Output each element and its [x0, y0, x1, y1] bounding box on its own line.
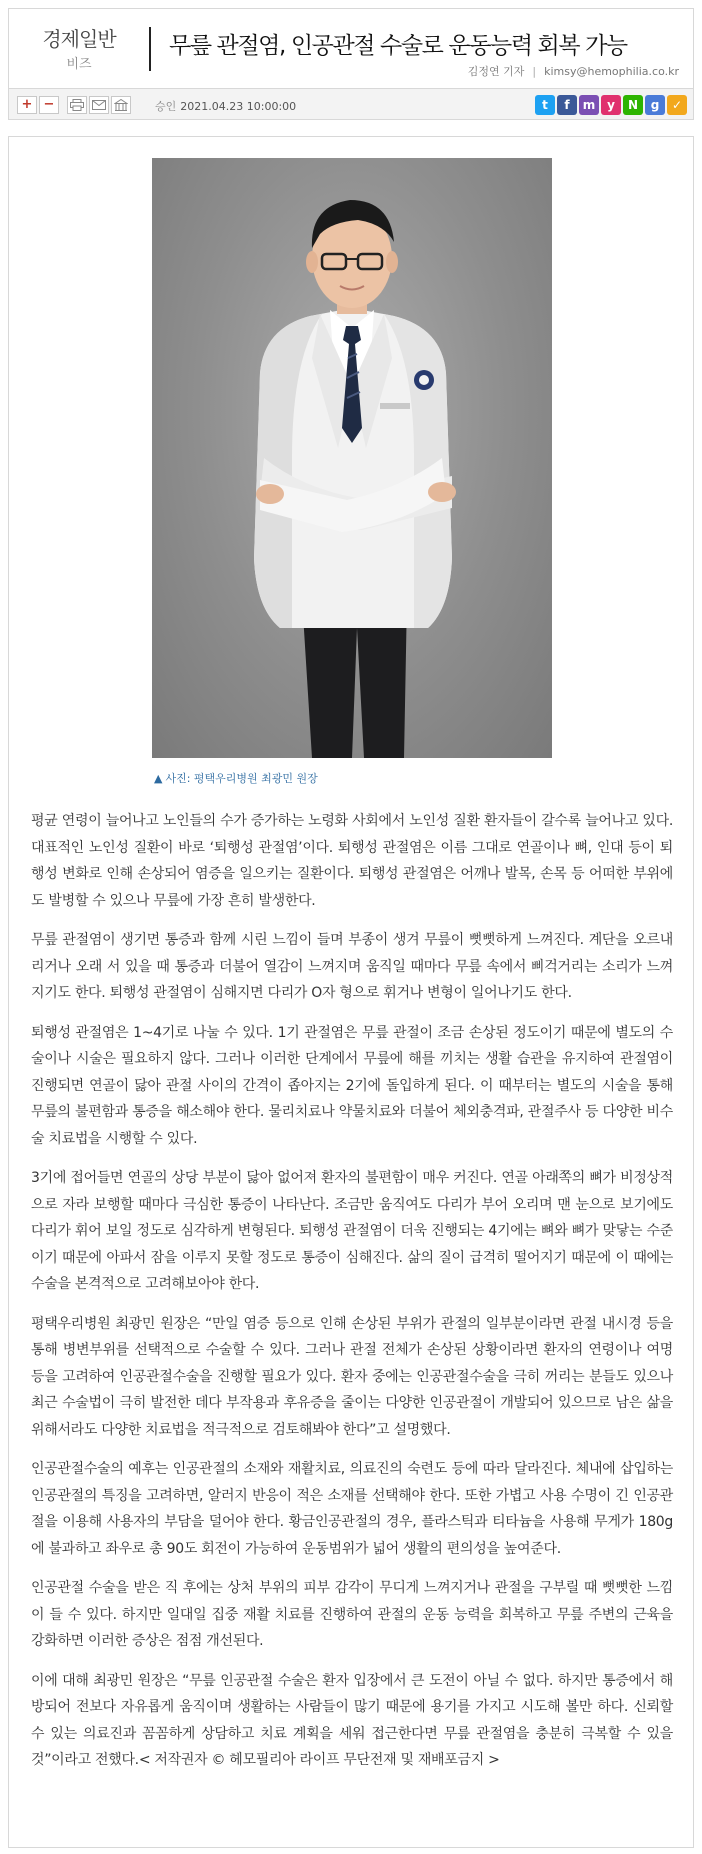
article-photo[interactable]	[152, 158, 552, 758]
email-icon[interactable]	[89, 96, 109, 114]
section-label[interactable]	[9, 23, 149, 72]
header-divider	[149, 27, 151, 71]
article-paragraph-last	[31, 1668, 673, 1774]
me2day-share-icon[interactable]: m	[579, 95, 599, 115]
photo-caption	[154, 770, 318, 786]
reporter-email[interactable]: kimsy@hemophilia.co.kr	[544, 65, 679, 78]
scrap-icon[interactable]	[111, 96, 131, 114]
caption-text: 사진: 평택우리병원 최광민 원장	[165, 772, 318, 785]
article-paragraph-text: 이에 대해 최광민 원장은 “무릎 인공관절 수술은 환자 입장에서 큰 도전이 아닐 수 없다. 하지만 통증에서 해방되어 전보다 자유롭게 움직이며 생활하는 사람들이 많기 때문에 용기를 가지고 시도해 볼만 하다. 신뢰할 수 있는 의료진과 꼼꼼하게 상담하고 치료 계획을 세워 접근한다면 무릎 관절염을 충분히 극복할 수 있을 것”이라고 전했다.	[31, 1672, 673, 1768]
article-paragraph: 인공관절 수술을 받은 직 후에는 상처 부위의 피부 감각이 무디게 느껴지거나 관절을 구부릴 때 뻣뻣한 느낌이 들 수 있다. 하지만 일대일 집중 재활 치료를 진행하여 관절의 운동 능력을 회복하고 무릎 주변의 근육을 강화하면 이러한 증상은 점점 개선된다.	[31, 1580, 673, 1649]
published-date	[155, 98, 296, 114]
byline-separator: |	[532, 65, 537, 78]
article-paragraph: 평택우리병원 최광민 원장은 “만일 염증 등으로 인해 손상된 부위가 관절의 일부분이라면 관절 내시경 등을 통해 병변부위를 선택적으로 수술할 수 있다. 그러나 관절 전체가 손상된 상황이라면 환자의 연령이나 여명 등을 고려하여 인공관절수술을 진행할 필요가 있다. 환자 중에는 인공관절수술을 극히 꺼리는 분들도 있으나 최근 수술법이 극히 발전한 데다 부작용과 후유증을 줄이는 다양한 인공관절이 개발되어 있으므로 남은 삶을 위해서라도 다양한 치료법을 적극적으로 검토해봐야 한다”고 설명했다.	[31, 1315, 673, 1438]
font-increase-button[interactable]: +	[17, 96, 37, 114]
twitter-share-icon[interactable]: t	[535, 95, 555, 115]
print-icon[interactable]	[67, 96, 87, 114]
published-datetime: 2021.04.23 10:00:00	[180, 100, 297, 113]
byline	[468, 63, 679, 79]
caption-triangle-icon: ▲	[154, 772, 163, 785]
article-paragraph: 평균 연령이 늘어나고 노인들의 수가 증가하는 노령화 사회에서 노인성 질환 환자들이 갈수록 늘어나고 있다. 대표적인 노인성 질환이 바로 ‘퇴행성 관절염’이다. 퇴행성 관절염은 이름 그대로 연골이나 뼈, 인대 등이 퇴행성 변화로 인해 손상되어 염증을 일으키는 질환이다. 퇴행성 관절염은 어깨나 발목, 손목 등 어떠한 부위에도 발병할 수 있으나 무릎에 가장 흔히 발생한다.	[31, 813, 673, 909]
font-decrease-button[interactable]: −	[39, 96, 59, 114]
facebook-share-icon[interactable]: f	[557, 95, 577, 115]
article-header	[8, 8, 694, 88]
doctor-portrait-image	[152, 158, 552, 758]
article-paragraph: 퇴행성 관절염은 1~4기로 나눌 수 있다. 1기 관절염은 무릎 관절이 조금 손상된 정도이기 때문에 별도의 수술이나 시술은 필요하지 않다. 그러나 이러한 단계에서 무릎에 해를 끼치는 생활 습관을 유지하여 관절염이 진행되면 연골이 닳아 관절 사이의 간격이 좁아지는 2기에 돌입하게 된다. 이 때부터는 별도의 시술을 통해 무릎의 불편함과 통증을 해소해야 한다. 물리치료나 약물치료와 더불어 체외충격파, 관절주사 등 다양한 비수술 치료법을 시행할 수 있다.	[31, 1024, 673, 1147]
section-secondary[interactable]: 비즈	[66, 57, 92, 72]
reporter-name: 김정연 기자	[467, 65, 525, 78]
article-paragraph: 무릎 관절염이 생기면 통증과 함께 시린 느낌이 들며 부종이 생겨 무릎이 뻣뻣하게 느껴진다. 계단을 오르내리거나 오래 서 있을 때 통증과 더불어 열감이 느껴지며 움직일 때마다 무릎 속에서 삐걱거리는 소리가 느껴지기도 한다. 퇴행성 관절염이 심해지면 다리가 O자 형으로 휘거나 변형이 일어나기도 한다.	[31, 932, 673, 1001]
bookmark-share-icon[interactable]: ✓	[667, 95, 687, 115]
article-paragraph: 인공관절수술의 예후는 인공관절의 소재와 재활치료, 의료진의 숙련도 등에 따라 달라진다. 체내에 삽입하는 인공관절의 특징을 고려하면, 알러지 반응이 적은 소재를 선택해야 한다. 또한 가볍고 사용 수명이 긴 인공관절을 이용해 사용자의 부담을 덜어야 한다. 황금인공관절의 경우, 플라스틱과 티타늄을 사용해 무게가 180g에 불과하고 좌우로 총 90도 회전이 가능하여 운동범위가 넓어 생활의 편의성을 높여준다.	[31, 1461, 673, 1557]
published-label: 승인	[155, 100, 177, 113]
article-toolbar	[8, 88, 694, 120]
section-primary[interactable]: 경제일반	[42, 27, 116, 51]
copyright-notice: < 저작권자 © 헤모필리아 라이프 무단전재 및 재배포금지 >	[138, 1752, 500, 1768]
yozm-share-icon[interactable]: y	[601, 95, 621, 115]
google-share-icon[interactable]: g	[645, 95, 665, 115]
article-title: 무릎 관절염, 인공관절 수술로 운동능력 회복 가능	[169, 33, 627, 59]
article-body	[8, 136, 694, 1848]
article-paragraph: 3기에 접어들면 연골의 상당 부분이 닳아 없어져 환자의 불편함이 매우 커진다. 연골 아래쪽의 뼈가 비정상적으로 자라 보행할 때마다 극심한 통증이 나타난다. 조금만 움직여도 다리가 부어 오리며 맨 눈으로 보기에도 다리가 휘어 보일 정도로 심각하게 변형된다. 퇴행성 관절염이 더욱 진행되는 4기에는 뼈와 뼈가 맞닿는 수준이기 때문에 아파서 잠을 이루지 못할 정도로 통증이 심해진다. 삶의 질이 급격히 떨어지기 때문에 이 때에는 수술을 본격적으로 고려해보아야 한다.	[31, 1170, 673, 1292]
article-text	[31, 808, 673, 1787]
naver-share-icon[interactable]: N	[623, 95, 643, 115]
